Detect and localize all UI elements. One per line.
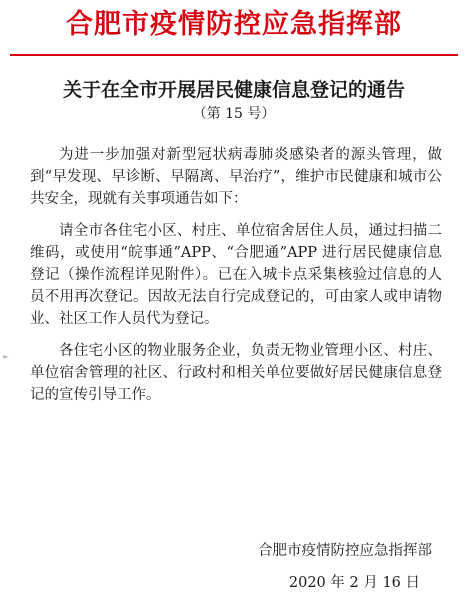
body-paragraph-1: 为进一步加强对新型冠状病毒肺炎感染者的源头管理，做到“早发现、早诊断、早隔离、早治疗”，维护市民健康和城市公共安全，现就有关事项通告如下： [30, 147, 442, 207]
issuer-signature: 合肥市疫情防控应急指挥部 [258, 543, 432, 559]
header-red-rule [10, 54, 458, 56]
body-paragraph-3: 各住宅小区的物业服务企业，负责无物业管理小区、村庄、单位宿舍管理的社区、行政村和相关单位要做好居民健康信息登记的宣传引导工作。 [30, 343, 442, 403]
issuer-header-title: 合肥市疫情防控应急指挥部 [66, 9, 402, 40]
document-number: （第 15 号） [192, 106, 276, 122]
margin-arrow-icon: ► [3, 352, 10, 361]
document-body [30, 144, 442, 416]
document-title: 关于在全市开展居民健康信息登记的通告 [62, 79, 405, 101]
issue-date: 2020 年 2 月 16 日 [288, 575, 420, 591]
body-paragraph-2: 请全市各住宅小区、村庄、单位宿舍居住人员，通过扫描二维码，或使用“皖事通”APP、“合肥通”APP 进行居民健康信息登记（操作流程详见附件）。已在入城卡点采集核验过信息的人员不用再次登记。因故无法自行完成登记的，可由家人或申请物业、社区工作人员代为登记。 [30, 223, 442, 327]
